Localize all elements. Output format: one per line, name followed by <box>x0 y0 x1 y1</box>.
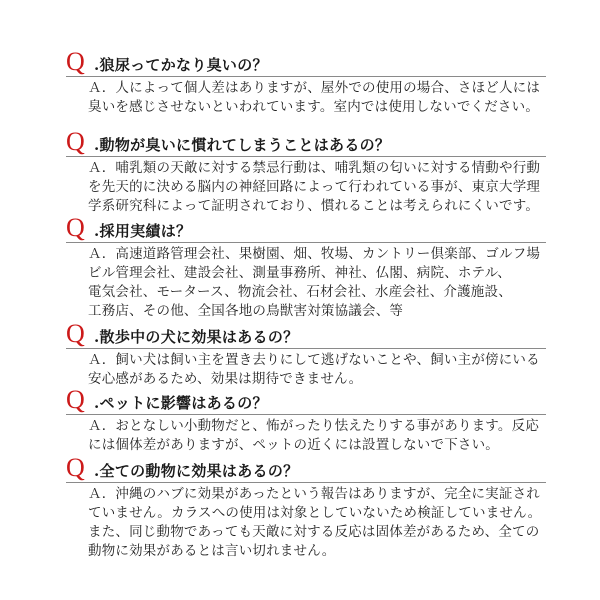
question-divider <box>66 348 546 349</box>
question-row <box>66 319 546 348</box>
question-divider <box>66 242 546 243</box>
answer-line: Ａ．高速道路管理会社、果樹園、畑、牧場、カントリー倶楽部、ゴルフ場 <box>88 246 541 262</box>
faq-item <box>66 319 546 388</box>
answer-line: ビル管理会社、建設会社、測量事務所、神社、仏閣、病院、ホテル、 <box>88 265 511 281</box>
faq-item <box>66 47 546 130</box>
q-mark: Q <box>66 385 85 414</box>
answer-line: ていません。カラスへの使用は対象としていないため検証していません。 <box>88 505 542 521</box>
question-text: .全ての動物に効果はあるの？ <box>94 462 299 480</box>
answer-line: Ａ．飼い犬は飼い主を置き去りにして逃げないことや、飼い主が傍にいる <box>88 352 540 368</box>
question-text: .採用実績は？ <box>94 222 192 240</box>
answer-line: また、同じ動物であっても天敵に対する反応は固体差があるため、全ての <box>88 524 540 540</box>
answer-text <box>66 417 546 455</box>
faq-list <box>66 47 546 561</box>
question-text: .動物が臭いに慣れてしまうことはあるの？ <box>94 136 391 154</box>
question-text: .散歩中の犬に効果はあるの？ <box>94 328 299 346</box>
question-divider <box>66 76 546 77</box>
question-divider <box>66 156 546 157</box>
question-row <box>66 213 546 242</box>
faq-item <box>66 127 546 216</box>
q-mark: Q <box>66 47 85 76</box>
faq-item <box>66 453 546 561</box>
answer-line: Ａ．人によって個人差はありますが、屋外での使用の場合、さほど人には <box>88 80 541 96</box>
q-mark: Q <box>66 453 85 482</box>
answer-text <box>66 159 546 216</box>
answer-line: を先天的に決める脳内の神経回路によって行われている事が、東京大学理 <box>88 179 541 195</box>
question-row <box>66 385 546 414</box>
answer-text <box>66 351 546 389</box>
question-text: .狼尿ってかなり臭いの？ <box>94 56 268 74</box>
q-mark: Q <box>66 127 85 156</box>
question-row <box>66 47 546 76</box>
faq-item <box>66 385 546 456</box>
answer-line: には個体差がありますが、ペットの近くには設置しないで下さい。 <box>88 437 499 453</box>
question-text: .ペットに影響はあるの？ <box>94 394 268 412</box>
answer-line: 電気会社、モータース、物流会社、石材会社、水産会社、介護施設、 <box>88 284 512 300</box>
answer-line: 工務店、その他、全国各地の鳥獣害対策協議会、等 <box>88 303 404 319</box>
q-mark: Q <box>66 213 85 242</box>
answer-line: 臭いを感じさせないといわれています。室内では使用しないでください。 <box>88 99 540 115</box>
answer-text <box>66 79 546 117</box>
answer-line: Ａ．沖縄のハブに効果があったという報告はありますが、完全に実証され <box>88 486 540 502</box>
answer-line: 安心感があるため、効果は期待できません。 <box>88 371 363 387</box>
q-mark: Q <box>66 319 85 348</box>
answer-text <box>66 485 546 561</box>
answer-line: Ａ．哺乳類の天敵に対する禁忌行動は、哺乳類の匂いに対する情動や行動 <box>88 160 541 176</box>
faq-item <box>66 213 546 322</box>
question-row <box>66 127 546 156</box>
answer-text <box>66 245 546 321</box>
answer-line: 学系研究科によって証明されており、慣れることは考えられにくいです。 <box>88 198 540 214</box>
question-divider <box>66 414 546 415</box>
answer-line: 動物に効果があるとは言い切れません。 <box>88 543 336 559</box>
answer-line: Ａ．おとなしい小動物だと、怖がったり怯えたりする事があります。反応 <box>88 418 540 434</box>
question-row <box>66 453 546 482</box>
question-divider <box>66 482 546 483</box>
